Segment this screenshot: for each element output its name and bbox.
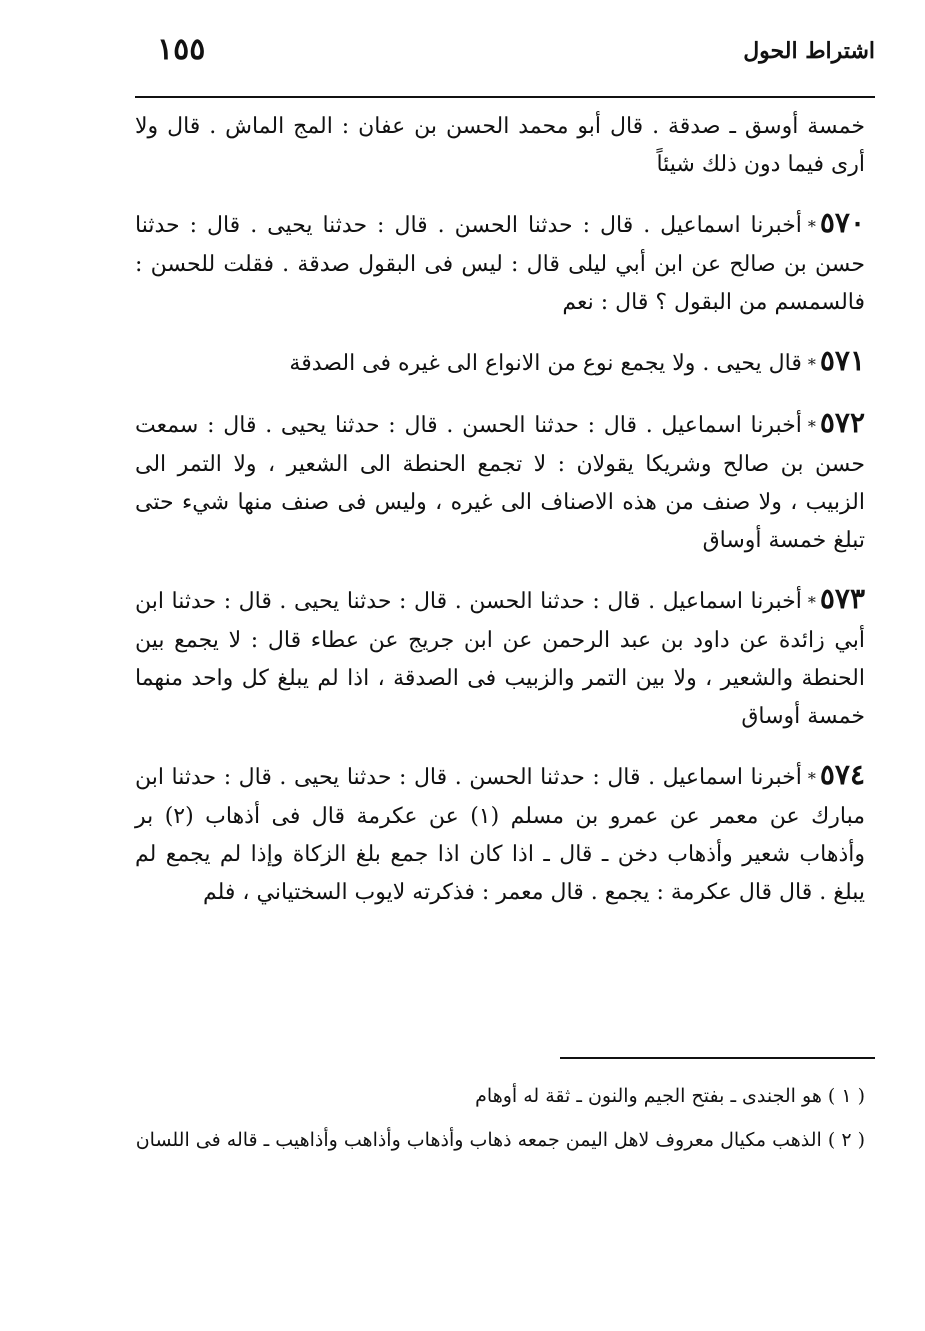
continuation-paragraph: خمسة أوسق ـ صدقة . قال أبو محمد الحسن بن عفان : المج الماش . قال ولا أرى فيما دون ذلك شيئاً — [135, 114, 865, 177]
paragraph-number: ٥٧٠ — [819, 206, 865, 239]
page-header — [135, 30, 875, 80]
page-body — [135, 108, 865, 932]
hadith-paragraph-573 — [135, 580, 865, 736]
hadith-paragraph-571 — [135, 342, 865, 384]
paragraph-text: أخبرنا اسماعيل . قال : حدثنا الحسن . قال : حدثنا يحيى . قال : حدثنا ابن مبارك عن معمر عن عمرو بن مسلم (١) عن عكرمة قال فى أذهاب (٢) بر وأذهاب شعير وأذهاب دخن ـ قال ـ اذا كان اذا جمع بلغ الزكاة وإذا لم يجمع لم يبلغ . قال قال عكرمة : يجمع . قال معمر : فذكرته لايوب السختياني ، فلم — [135, 765, 865, 905]
paragraph-number: ٥٧٣ — [819, 582, 865, 615]
page-number: ١٥٥ — [157, 32, 206, 67]
paragraph-number: ٥٧١ — [819, 344, 865, 377]
paragraph-marker: * — [807, 593, 816, 612]
footnotes — [135, 1078, 865, 1166]
footnote-2: ( ٢ ) الذهب مكيال معروف لاهل اليمن جمعه ذهاب وأذهاب وأذاهب وأذاهيب ـ قاله فى اللسان — [135, 1129, 865, 1151]
paragraph-marker: * — [807, 769, 816, 788]
paragraph-number: ٥٧٤ — [819, 758, 865, 791]
paragraph-marker: * — [807, 417, 816, 436]
hadith-paragraph-574 — [135, 756, 865, 912]
paragraph-marker: * — [807, 355, 816, 374]
running-title: اشتراط الحول — [743, 38, 875, 64]
paragraph-marker: * — [807, 217, 816, 236]
hadith-paragraph-570 — [135, 204, 865, 322]
paragraph-text: أخبرنا اسماعيل . قال : حدثنا الحسن . قال : حدثنا يحيى . قال : حدثنا حسن بن صالح عن ابن أبي ليلى قال : ليس فى البقول صدقة . فقلت للحسن : فالسمسم من البقول ؟ قال : نعم — [135, 213, 865, 315]
paragraph-text: أخبرنا اسماعيل . قال : حدثنا الحسن . قال : حدثنا يحيى . قال : حدثنا ابن أبي زائدة عن داود بن عبد الرحمن عن ابن جريج عن عطاء قال : لا يجمع بين الحنطة والشعير ، ولا بين التمر والزبيب فى الصدقة ، اذا لم يبلغ كل واحد منهما خمسة أوساق — [135, 589, 865, 729]
footnote-1: ( ١ ) هو الجندى ـ بفتح الجيم والنون ـ ثقة له أوهام — [475, 1085, 865, 1107]
paragraph-number: ٥٧٢ — [819, 406, 865, 439]
paragraph-text: أخبرنا اسماعيل . قال : حدثنا الحسن . قال : حدثنا يحيى . قال : سمعت حسن بن صالح وشريكا يقولان : لا تجمع الحنطة الى الشعير ، ولا التمر الى الزبيب ، ولا صنف من هذه الاصناف الى غيره ، وليس فى صنف منها شيء حتى تبلغ خمسة أوساق — [135, 413, 865, 553]
hadith-paragraph-572 — [135, 404, 865, 560]
paragraph-text: قال يحيى . ولا يجمع نوع من الانواع الى غيره فى الصدقة — [289, 351, 802, 376]
footnote-rule — [560, 1057, 875, 1059]
header-rule — [135, 96, 875, 98]
